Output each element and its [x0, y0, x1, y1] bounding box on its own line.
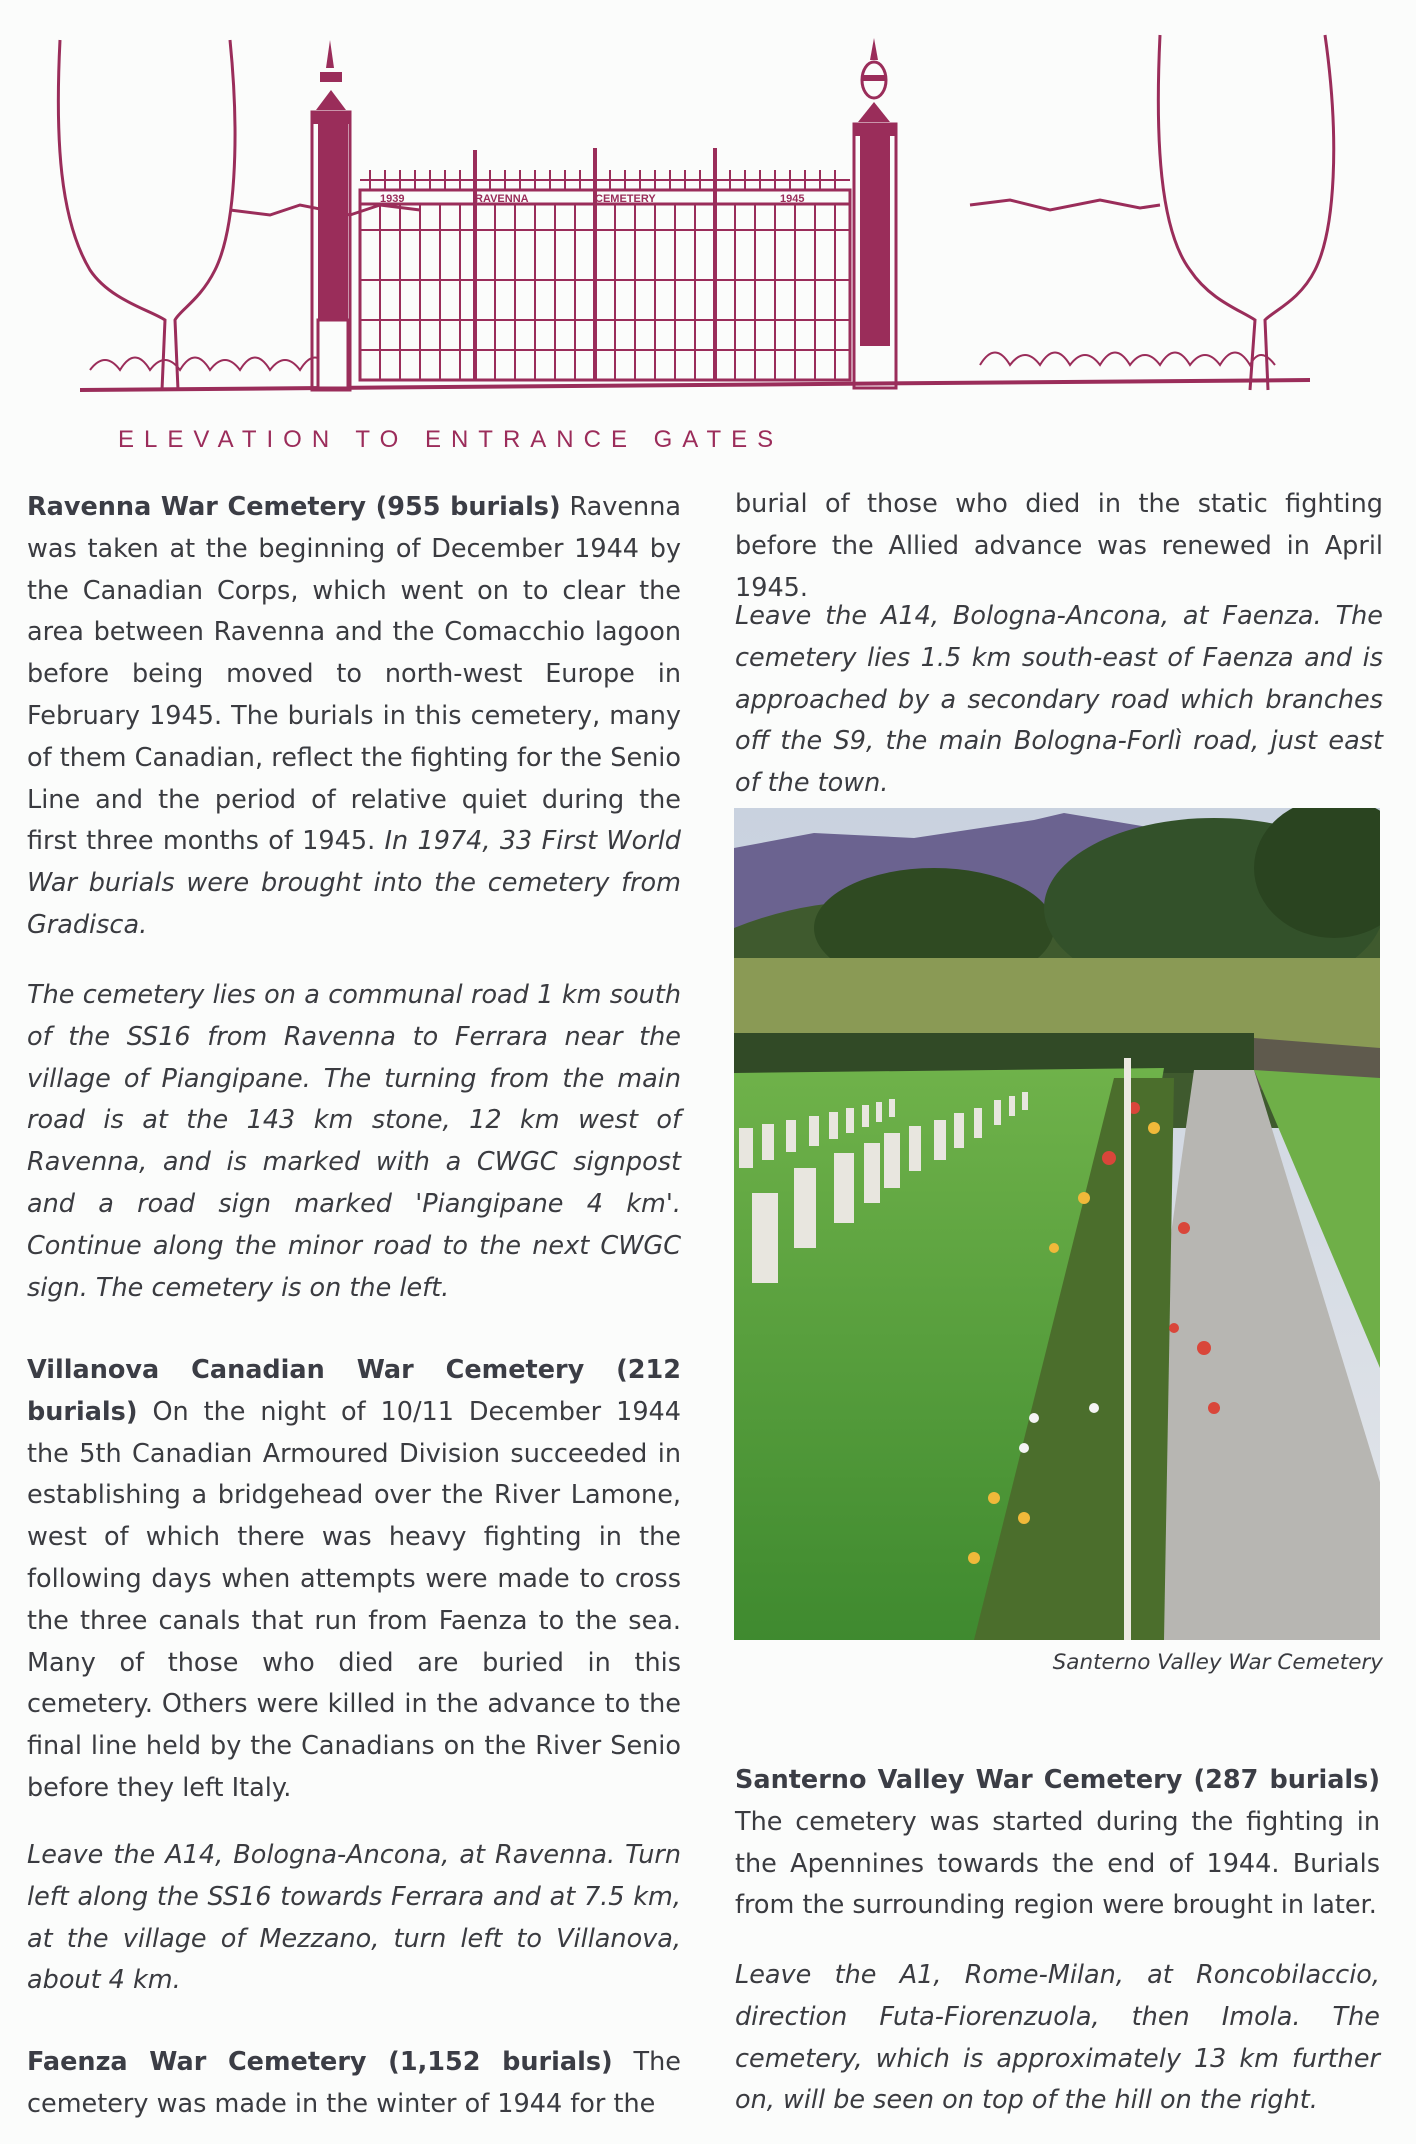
villanova-heading: Villanova Canadian War Cemetery (212 burials) [27, 1355, 681, 1427]
ravenna-heading: Ravenna War Cemetery (955 burials) [27, 492, 561, 522]
svg-text:1945: 1945 [780, 193, 805, 205]
santerno-body: The cemetery was started during the fighting in the Apennines towards the end of 1944. Burials from the surrounding region were brought in later. [735, 1806, 1380, 1921]
faenza-body: The cemetery was made in the winter of 1944 for the [27, 2047, 681, 2119]
ravenna-body-italic: In 1974, 33 First World War burials were brought into the cemetery from Gradisca. [27, 826, 681, 940]
santerno-valley-photo [734, 808, 1380, 1640]
ravenna-directions: The cemetery lies on a communal road 1 km south of the SS16 from Ravenna to Ferrara near the village of Piangipane. The turning from the main road is at the 143 km stone, 12 km west of Ravenna, and is marked with a CWGC signpost and a road sign marked 'Piangipane 4 km'. Continue along the minor road to the next CWGC sign. The cemetery is on the left. [27, 980, 681, 1303]
faenza-section [27, 2042, 681, 2126]
ravenna-paragraph [27, 487, 681, 947]
faenza-continued: burial of those who died in the static fighting before the Allied advance was renewed in April 1945. [735, 489, 1383, 603]
santerno-paragraph [735, 1760, 1380, 1927]
photo-caption: Santerno Valley War Cemetery [1052, 1650, 1383, 1675]
faenza-heading: Faenza War Cemetery (1,152 burials) [27, 2047, 613, 2077]
villanova-directions: Leave the A14, Bologna-Ancona, at Ravenna. Turn left along the SS16 towards Ferrara and at 7.5 km, at the village of Mezzano, turn left to Villanova, about 4 km. [27, 1840, 681, 1996]
villanova-section [27, 1350, 681, 1810]
svg-text:CEMETERY: CEMETERY [595, 193, 656, 205]
santerno-directions: Leave the A1, Rome-Milan, at Roncobilaccio, direction Futa-Fiorenzuola, then Imola. The cemetery, which is approximately 13 km further on, will be seen on top of the hill on the right. [735, 1960, 1380, 2116]
faenza-paragraph [27, 2042, 681, 2126]
ravenna-section [27, 487, 681, 947]
villanova-paragraph [27, 1350, 681, 1810]
santerno-section [735, 1760, 1380, 1927]
faenza-directions: Leave the A14, Bologna-Ancona, at Faenza. The cemetery lies 1.5 km south-east of Faenza and is approached by a secondary road which branches off the S9, the main Bologna-Forlì road, just east of the town. [735, 601, 1383, 799]
entrance-gates-illustration [50, 20, 1350, 410]
svg-text:1939: 1939 [380, 193, 405, 205]
villanova-body: On the night of 10/11 December 1944 the 5th Canadian Armoured Division succeeded in establishing a bridgehead over the River Lamone, west of which there was heavy fighting in the following days when attempts were made to cross the three canals that run from Faenza to the sea. Many of those who died are buried in this cemetery. Others were killed in the advance to the final line held by the Canadians on the River Senio before they left Italy. [27, 1396, 681, 1803]
santerno-heading: Santerno Valley War Cemetery (287 burials) [735, 1765, 1380, 1795]
svg-text:RAVENNA: RAVENNA [475, 193, 529, 205]
ravenna-body: Ravenna was taken at the beginning of December 1944 by the Canadian Corps, which went on to clear the area between Ravenna and the Comacchio lagoon before being moved to north-west Europe in February 1945. The burials in this cemetery, many of them Canadian, reflect the fighting for the Senio Line and the period of relative quiet during the first three months of 1945. [27, 492, 682, 857]
illustration-caption: ELEVATION TO ENTRANCE GATES [118, 426, 784, 453]
